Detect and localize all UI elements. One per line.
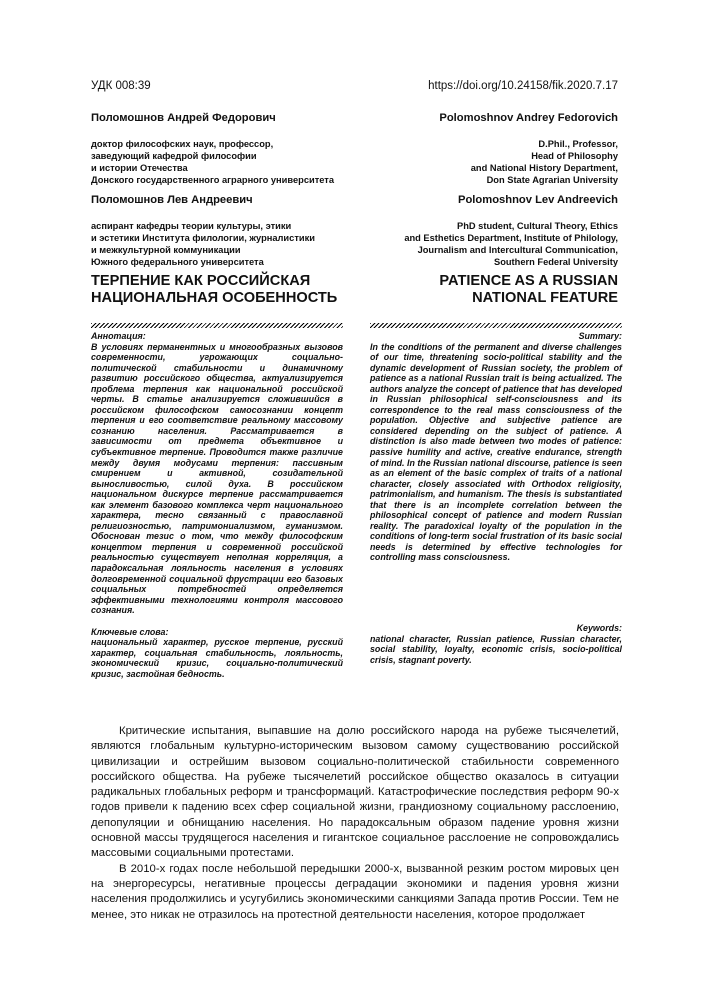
- author-name-ru: Поломошнов Лев Андреевич: [91, 194, 253, 206]
- affiliation-line: and Esthetics Department, Institute of Philology,: [404, 233, 618, 243]
- affiliation-line: доктор философских наук, профессор,: [91, 139, 274, 149]
- author-affiliation-en: [363, 138, 618, 186]
- title-ru: [91, 273, 346, 307]
- doi-link[interactable]: https://doi.org/10.24158/fik.2020.7.17: [428, 80, 618, 92]
- title-line: ТЕРПЕНИЕ КАК РОССИЙСКАЯ: [91, 273, 311, 289]
- author-1-en: [363, 112, 618, 186]
- title-line: NATIONAL FEATURE: [472, 290, 618, 306]
- author-affiliation-ru: [91, 220, 338, 268]
- body-paragraph: Критические испытания, выпавшие на долю российского народа на рубеже тысячелетий, являются глобальным культурно-историческим вызовом самому существованию российской цивилизации и острейшим вызовом социально-политической стабильности современного российского общества. На рубеже тысячелетий российское общество оказалось в ситуации радикальных глобальных реформ и трансформаций. Катастрофические последствия реформ 90-х годов привели к падению всех сфер социальной жизни, грандиозному социальному расслоению, депопуляции и обнищанию населения. Но парадоксальным образом падение уровня жизни основной массы трудящегося населения и гигантское социальное расслоение не сопровождались массовыми социальными протестами.: [91, 725, 619, 860]
- author-affiliation-en: [338, 220, 618, 268]
- keywords-en-label: Keywords:: [576, 623, 622, 634]
- author-1-ru: [91, 112, 346, 186]
- abstract-ru-box: [91, 323, 343, 680]
- affiliation-line: Don State Agrarian University: [486, 175, 618, 185]
- affiliation-line: заведующий кафедрой философии: [91, 151, 257, 161]
- affiliation-line: Южного федерального университета: [91, 257, 264, 267]
- title-line: НАЦИОНАЛЬНАЯ ОСОБЕННОСТЬ: [91, 290, 338, 306]
- author-2-en: [338, 194, 618, 268]
- article-header: [91, 80, 618, 92]
- article-body: [91, 724, 619, 923]
- author-2-ru: [91, 194, 338, 268]
- affiliation-line: D.Phil., Professor,: [538, 139, 618, 149]
- abstract-ru-text: В условиях перманентных и многообразных вызовов современности, угрожающих социально-политической стабильности и динамичному развитию российского общества, актуализируется проблема терпения как национальной российской черты. В статье анализируется сложившийся в российском философском самосознании концепт терпения и его соответствие реальному массовому сознанию населения. Рассматривается в зависимости от предмета объективное и субъективное терпение. Проводится также различие между двумя модусами терпения: пассивным смирением и активной, созидательной выносливостью, силой духа. В российском национальном дискурсе терпение рассматривается как элемент базового комплекса черт национального характера, тесно связанный с православной религиозностью, патримониализмом, гуманизмом. Обоснован тезис о том, что между философским концептом терпения и современной российской реальностью существует неполная корреляция, а парадоксальная лояльность населения в условиях долговременной социальной фрустрации его базовых социальных потребностей определяется эффективными технологиями контроля массового сознания.: [91, 341, 343, 616]
- title-line: PATIENCE AS A RUSSIAN: [439, 273, 618, 289]
- author-name-en: Polomoshnov Andrey Fedorovich: [439, 112, 618, 124]
- abstract-en-box: [370, 323, 622, 665]
- author-1: [91, 112, 618, 186]
- keywords-ru-text: национальный характер, русское терпение, русский характер, социальная стабильность, лояльность, экономический кризис, социально-политический кризис, застойная бедность.: [91, 637, 343, 679]
- affiliation-line: и эстетики Института филологии, журналистики: [91, 233, 315, 243]
- body-paragraph: В 2010-х годах после небольшой передышки 2000-х, вызванной резким ростом мировых цен на энергоресурсы, негативные процессы деградации экономики и падения уровня жизни населения продолжились и усугубились экономическими санкциями Запада против России. Тем не менее, это никак не отразилось на протестной деятельности населения, которое продолжает: [91, 862, 619, 921]
- author-affiliation-ru: [91, 138, 346, 186]
- abstract-en-label: Summary:: [578, 331, 622, 341]
- keywords-en-text: national character, Russian patience, Russian character, social stability, loyalty, economic crisis, socio-political crisis, stagnant poverty.: [370, 633, 622, 665]
- affiliation-line: Донского государственного аграрного университета: [91, 175, 335, 185]
- affiliation-line: аспирант кафедры теории культуры, этики: [91, 221, 292, 231]
- author-name-en: Polomoshnov Lev Andreevich: [458, 194, 618, 206]
- hatched-divider: [370, 323, 622, 328]
- author-2: [91, 194, 618, 268]
- abstract-en-text: In the conditions of the permanent and diverse challenges of our time, threatening socio-political stability and the dynamic development of Russian society, the problem of patience as a national Russian trait is being actualized. The authors analyze the concept of patience that has developed in Russian philosophical self-consciousness and its correspondence to the real mass consciousness of the population. Objective and subjective patience are considered depending on the subject of patience. A distinction is also made between two modes of patience: passive humility and active, creative endurance, strength of mind. In the Russian national discourse, patience is seen as an element of the basic complex of traits of a national character, closely associated with Orthodox religiosity, patrimonialism, and humanism. The thesis is substantiated that there is an incomplete correlation between the philosophical concept of patience and modern Russian reality. The paradoxical loyalty of the population in the conditions of long-term social frustration of its basic social needs is determined by effective technologies for controlling mass consciousness.: [370, 341, 623, 563]
- affiliation-line: Head of Philosophy: [531, 151, 618, 161]
- abstract-ru-label: Аннотация:: [91, 331, 146, 341]
- article-titles: [91, 273, 618, 307]
- affiliation-line: Southern Federal University: [494, 257, 618, 267]
- affiliation-line: and National History Department,: [470, 163, 618, 173]
- author-name-ru: Поломошнов Андрей Федорович: [91, 112, 276, 124]
- title-en: [363, 273, 618, 307]
- udc-code: УДК 008:39: [91, 80, 151, 92]
- affiliation-line: Journalism and Intercultural Communication,: [417, 245, 618, 255]
- keywords-ru-label: Ключевые слова:: [91, 626, 169, 637]
- affiliation-line: и межкультурной коммуникации: [91, 245, 241, 255]
- hatched-divider: [91, 323, 343, 328]
- affiliation-line: и истории Отечества: [91, 163, 188, 173]
- affiliation-line: PhD student, Cultural Theory, Ethics: [457, 221, 618, 231]
